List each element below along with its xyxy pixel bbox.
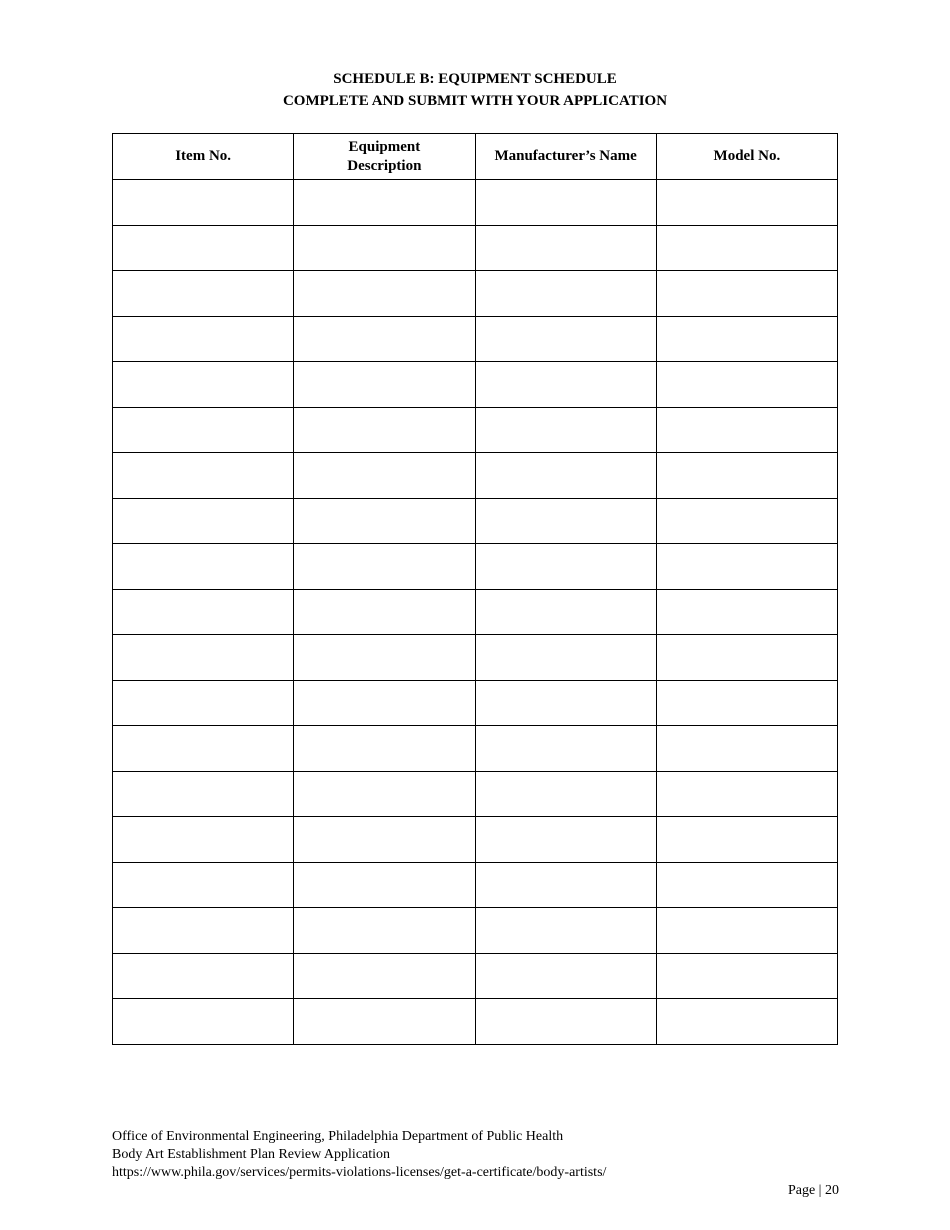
cell-manufacturers-name[interactable] [475, 453, 656, 499]
table-row [113, 544, 838, 590]
cell-item-no[interactable] [113, 680, 294, 726]
title-line-1: SCHEDULE B: EQUIPMENT SCHEDULE [333, 71, 617, 87]
column-header-item-no: Item No. [113, 134, 294, 180]
cell-item-no[interactable] [113, 817, 294, 863]
cell-manufacturers-name[interactable] [475, 771, 656, 817]
cell-item-no[interactable] [113, 362, 294, 408]
table-row [113, 271, 838, 317]
cell-model-no[interactable] [656, 498, 837, 544]
cell-equipment-description[interactable] [294, 180, 475, 226]
cell-model-no[interactable] [656, 680, 837, 726]
cell-model-no[interactable] [656, 544, 837, 590]
cell-equipment-description[interactable] [294, 589, 475, 635]
cell-equipment-description[interactable] [294, 771, 475, 817]
cell-model-no[interactable] [656, 180, 837, 226]
table-row [113, 999, 838, 1045]
cell-equipment-description[interactable] [294, 225, 475, 271]
cell-equipment-description[interactable] [294, 453, 475, 499]
cell-model-no[interactable] [656, 316, 837, 362]
cell-item-no[interactable] [113, 999, 294, 1045]
table-row [113, 362, 838, 408]
cell-manufacturers-name[interactable] [475, 498, 656, 544]
page-number: Page | 20 [787, 1183, 839, 1198]
table-row [113, 498, 838, 544]
table-row [113, 453, 838, 499]
cell-item-no[interactable] [113, 771, 294, 817]
cell-model-no[interactable] [656, 908, 837, 954]
table-row [113, 908, 838, 954]
cell-equipment-description[interactable] [294, 271, 475, 317]
cell-equipment-description[interactable] [294, 726, 475, 772]
cell-equipment-description[interactable] [294, 362, 475, 408]
cell-equipment-description[interactable] [294, 862, 475, 908]
cell-equipment-description[interactable] [294, 680, 475, 726]
table-row [113, 680, 838, 726]
cell-model-no[interactable] [656, 271, 837, 317]
column-header-equipment-description [294, 134, 475, 180]
cell-equipment-description[interactable] [294, 635, 475, 681]
cell-item-no[interactable] [113, 862, 294, 908]
cell-model-no[interactable] [656, 453, 837, 499]
cell-manufacturers-name[interactable] [475, 271, 656, 317]
cell-item-no[interactable] [113, 908, 294, 954]
column-header-model-no: Model No. [656, 134, 837, 180]
column-header-manufacturers-name: Manufacturer’s Name [475, 134, 656, 180]
cell-equipment-description[interactable] [294, 498, 475, 544]
cell-model-no[interactable] [656, 362, 837, 408]
table-row [113, 225, 838, 271]
cell-equipment-description[interactable] [294, 407, 475, 453]
cell-model-no[interactable] [656, 726, 837, 772]
footer-application-name: Body Art Establishment Plan Review Application [112, 1147, 391, 1162]
cell-equipment-description[interactable] [294, 316, 475, 362]
cell-manufacturers-name[interactable] [475, 316, 656, 362]
cell-equipment-description[interactable] [294, 908, 475, 954]
footer [112, 1128, 606, 1182]
cell-model-no[interactable] [656, 589, 837, 635]
cell-item-no[interactable] [113, 453, 294, 499]
cell-manufacturers-name[interactable] [475, 635, 656, 681]
table-row [113, 316, 838, 362]
table-row [113, 407, 838, 453]
cell-manufacturers-name[interactable] [475, 726, 656, 772]
cell-item-no[interactable] [113, 225, 294, 271]
table-row [113, 771, 838, 817]
table-body [113, 180, 838, 1045]
cell-model-no[interactable] [656, 225, 837, 271]
cell-manufacturers-name[interactable] [475, 680, 656, 726]
cell-item-no[interactable] [113, 271, 294, 317]
cell-model-no[interactable] [656, 635, 837, 681]
cell-item-no[interactable] [113, 589, 294, 635]
cell-item-no[interactable] [113, 635, 294, 681]
cell-manufacturers-name[interactable] [475, 544, 656, 590]
cell-manufacturers-name[interactable] [475, 953, 656, 999]
table-row [113, 180, 838, 226]
table-row [113, 726, 838, 772]
title-line-2: COMPLETE AND SUBMIT WITH YOUR APPLICATION [282, 93, 668, 109]
cell-model-no[interactable] [656, 407, 837, 453]
cell-item-no[interactable] [113, 953, 294, 999]
cell-equipment-description[interactable] [294, 999, 475, 1045]
cell-item-no[interactable] [113, 316, 294, 362]
cell-equipment-description[interactable] [294, 817, 475, 863]
cell-equipment-description[interactable] [294, 544, 475, 590]
footer-office: Office of Environmental Engineering, Philadelphia Department of Public Health [112, 1129, 564, 1144]
table-row [113, 953, 838, 999]
cell-equipment-description[interactable] [294, 953, 475, 999]
cell-manufacturers-name[interactable] [475, 817, 656, 863]
table-header-row [113, 134, 838, 180]
cell-manufacturers-name[interactable] [475, 908, 656, 954]
cell-manufacturers-name[interactable] [475, 407, 656, 453]
cell-manufacturers-name[interactable] [475, 589, 656, 635]
cell-item-no[interactable] [113, 180, 294, 226]
cell-model-no[interactable] [656, 999, 837, 1045]
cell-manufacturers-name[interactable] [475, 862, 656, 908]
cell-model-no[interactable] [656, 953, 837, 999]
cell-model-no[interactable] [656, 817, 837, 863]
cell-model-no[interactable] [656, 862, 837, 908]
equipment-description-label: Equipment Description [347, 138, 422, 174]
footer-url: https://www.phila.gov/services/permits-violations-licenses/get-a-certificate/body-artists/ [112, 1165, 607, 1180]
cell-manufacturers-name[interactable] [475, 362, 656, 408]
table-row [113, 817, 838, 863]
equipment-schedule-table [112, 133, 838, 1045]
table-row [113, 635, 838, 681]
table-row [113, 862, 838, 908]
cell-manufacturers-name[interactable] [475, 180, 656, 226]
cell-item-no[interactable] [113, 726, 294, 772]
cell-item-no[interactable] [113, 498, 294, 544]
cell-manufacturers-name[interactable] [475, 225, 656, 271]
table-row [113, 589, 838, 635]
cell-item-no[interactable] [113, 544, 294, 590]
cell-manufacturers-name[interactable] [475, 999, 656, 1045]
cell-item-no[interactable] [113, 407, 294, 453]
page-title [0, 68, 950, 112]
cell-model-no[interactable] [656, 771, 837, 817]
